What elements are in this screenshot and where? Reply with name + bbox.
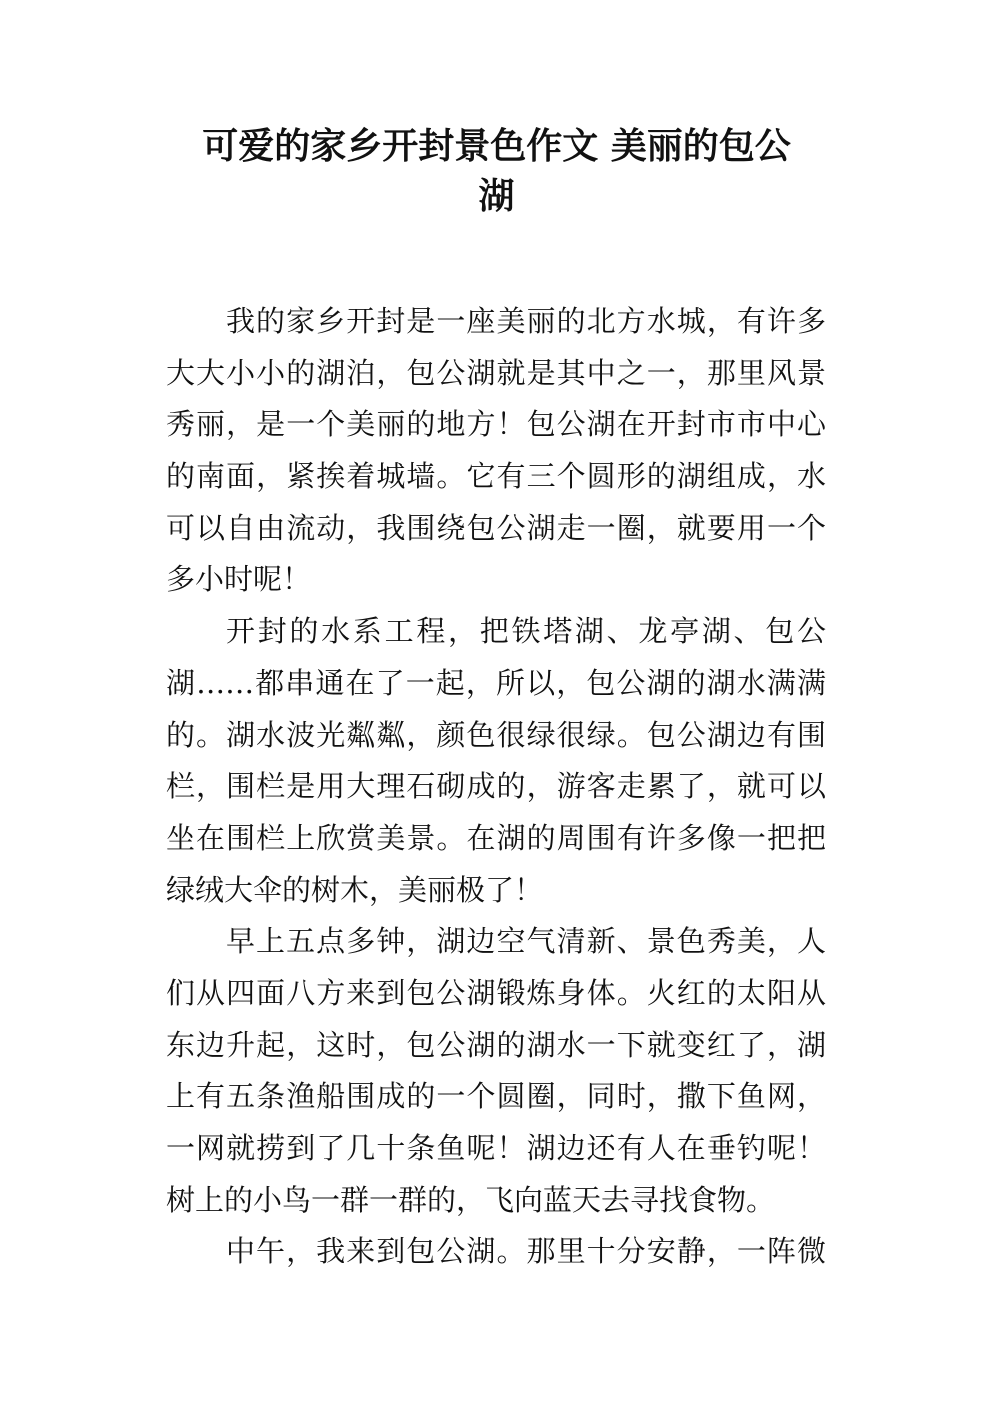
paragraph-line: 上有五条渔船围成的一个圆圈，同时，撒下鱼网， <box>166 1079 826 1114</box>
paragraph <box>166 1226 826 1278</box>
paragraph-line: 早上五点多钟，湖边空气清新、景色秀美，人 <box>226 924 826 959</box>
paragraph <box>166 916 826 1226</box>
paragraph-line: 绿绒大伞的树木，美丽极了！ <box>166 872 544 907</box>
paragraph-line: 的。湖水波光粼粼，颜色很绿很绿。包公湖边有围 <box>166 717 826 752</box>
paragraph-line: 秀丽，是一个美丽的地方！包公湖在开封市市中心 <box>166 407 826 442</box>
document-body <box>166 296 826 1278</box>
paragraph-line: 东边升起，这时，包公湖的湖水一下就变红了，湖 <box>166 1027 826 1062</box>
paragraph <box>166 296 826 606</box>
paragraph-line: 开封的水系工程，把铁塔湖、龙亭湖、包公 <box>226 614 826 649</box>
paragraph-line: 的南面，紧挨着城墙。它有三个圆形的湖组成，水 <box>166 459 826 494</box>
paragraph-line: 多小时呢！ <box>166 562 312 597</box>
paragraph-line: 们从四面八方来到包公湖锻炼身体。火红的太阳从 <box>166 975 826 1010</box>
paragraph-line: 树上的小鸟一群一群的，飞向蓝天去寻找食物。 <box>166 1182 776 1217</box>
paragraph-line: 一网就捞到了几十条鱼呢！湖边还有人在垂钓呢！ <box>166 1131 826 1165</box>
paragraph-line: 中午，我来到包公湖。那里十分安静，一阵微 <box>226 1234 826 1269</box>
paragraph-line: 可以自由流动，我围绕包公湖走一圈，就要用一个 <box>166 510 826 545</box>
paragraph <box>166 606 826 916</box>
paragraph-line: 栏，围栏是用大理石砌成的，游客走累了，就可以 <box>166 769 826 804</box>
paragraph-line: 湖……都串通在了一起，所以，包公湖的湖水满满 <box>166 665 826 700</box>
paragraph-line: 坐在围栏上欣赏美景。在湖的周围有许多像一把把 <box>166 820 826 855</box>
paragraph-line: 大大小小的湖泊，包公湖就是其中之一，那里风景 <box>166 355 826 390</box>
title-line: 可爱的家乡开封景色作文 美丽的包公 <box>202 126 791 167</box>
title-line: 湖 <box>478 176 515 217</box>
document-title <box>140 122 853 222</box>
paragraph-line: 我的家乡开封是一座美丽的北方水城，有许多 <box>226 304 826 338</box>
